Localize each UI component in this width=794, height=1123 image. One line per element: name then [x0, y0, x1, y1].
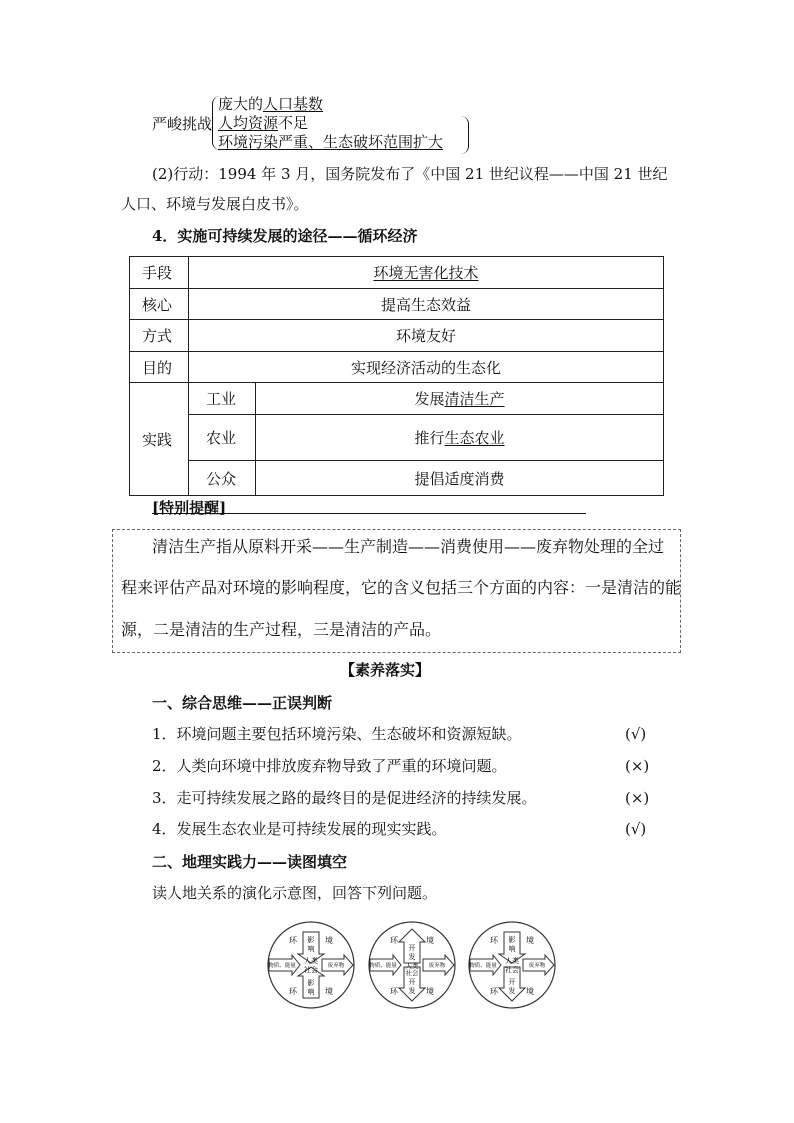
- table-cell-label: 手段: [130, 257, 189, 289]
- svg-text:环: 环: [490, 936, 498, 945]
- table-cell-value: 提倡适度消费: [256, 461, 664, 496]
- svg-text:社会: 社会: [505, 966, 519, 974]
- table-row: [130, 320, 664, 352]
- judgement-mark: (√): [625, 725, 647, 743]
- judgement-mark: (√): [625, 820, 647, 838]
- challenge-item-1: 庞大的人口基数: [218, 95, 324, 113]
- svg-text:人类: 人类: [304, 957, 318, 965]
- svg-text:响: 响: [508, 945, 516, 953]
- svg-text:物质、能量: 物质、能量: [369, 963, 397, 969]
- svg-text:境: 境: [526, 936, 534, 945]
- judgement-mark: (×): [625, 757, 650, 775]
- tip-line-1: 清洁生产指从原料开采——生产制造——消费使用——废弃物处理的全过: [152, 537, 665, 556]
- svg-text:影: 影: [508, 936, 516, 944]
- table-cell-value: 环境无害化技术: [189, 257, 664, 289]
- tip-title: [特别提醒]: [152, 499, 227, 517]
- table-cell-value: 环境友好: [189, 320, 664, 352]
- table-cell-value: 实现经济活动的生态化: [189, 352, 664, 383]
- relationship-diagram-2: [367, 920, 457, 1010]
- svg-text:人类: 人类: [505, 957, 519, 965]
- svg-text:境: 境: [526, 987, 534, 996]
- table-row: [130, 257, 664, 289]
- table-cell-value: 发展清洁生产: [256, 383, 664, 415]
- action-line-1: (2)行动：1994 年 3 月，国务院发布了《中国 21 世纪议程——中国 21 世纪: [152, 165, 668, 183]
- table-cell-value: 推行生态农业: [256, 415, 664, 461]
- judgement-heading: 一、综合思维——正误判断: [152, 694, 333, 712]
- table-cell-sublabel: 公众: [189, 461, 256, 496]
- table-cell-value: 提高生态效益: [189, 289, 664, 320]
- svg-text:开: 开: [408, 978, 416, 986]
- challenge-label: 严峻挑战: [152, 115, 213, 133]
- svg-text:开: 开: [408, 944, 416, 952]
- challenge-keyword: 环境污染严重、生态破坏范围扩大: [218, 133, 444, 151]
- judgement-item: 3．走可持续发展之路的最终目的是促进经济的持续发展。: [152, 789, 537, 807]
- table-cell-sublabel: 工业: [189, 383, 256, 415]
- challenge-item-3: [218, 133, 443, 152]
- svg-text:响: 响: [307, 988, 315, 996]
- tip-rule: [152, 513, 586, 514]
- tip-line-3: 源，二是清洁的生产过程，三是清洁的产品。: [121, 620, 442, 639]
- table-row: [130, 461, 664, 496]
- table-cell-label: 核心: [130, 289, 189, 320]
- table-row: [130, 415, 664, 461]
- reading-heading: 二、地理实践力——读图填空: [152, 853, 348, 871]
- right-brace: [458, 116, 469, 154]
- challenge-list: [218, 95, 443, 152]
- action-line-2: 人口、环境与发展白皮书》。: [121, 195, 309, 213]
- svg-text:境: 境: [325, 936, 333, 945]
- svg-text:境: 境: [325, 987, 333, 996]
- svg-text:社会: 社会: [304, 966, 318, 974]
- practice-heading: 【素养落实】: [340, 661, 431, 679]
- svg-text:发: 发: [408, 987, 416, 995]
- judgement-item: 4．发展生态农业是可持续发展的现实实践。: [152, 820, 447, 838]
- tip-line-2: 程来评估产品对环境的影响程度，它的含义包括三个方面的内容：一是清洁的能: [121, 578, 682, 597]
- challenge-keyword: 人口基数: [263, 95, 324, 113]
- svg-text:境: 境: [426, 987, 434, 996]
- svg-text:环: 环: [390, 987, 398, 996]
- svg-text:发: 发: [408, 953, 416, 961]
- svg-text:发: 发: [508, 987, 516, 995]
- svg-text:环: 环: [390, 936, 398, 945]
- svg-text:境: 境: [426, 936, 434, 945]
- judgement-mark: (×): [625, 789, 650, 807]
- section-heading: 4．实施可持续发展的途径——循环经济: [152, 227, 418, 245]
- svg-text:人类: 人类: [405, 962, 419, 970]
- svg-text:废弃物: 废弃物: [428, 963, 446, 969]
- table-cell-label: 目的: [130, 352, 189, 383]
- svg-text:影: 影: [307, 936, 315, 944]
- table-row: [130, 289, 664, 320]
- relationship-diagram-3: [467, 920, 557, 1010]
- table-cell-sublabel: 农业: [189, 415, 256, 461]
- svg-text:环: 环: [289, 987, 297, 996]
- table-cell-label: 方式: [130, 320, 189, 352]
- svg-text:废弃物: 废弃物: [327, 963, 345, 969]
- svg-text:响: 响: [307, 945, 315, 953]
- table-row: [130, 383, 664, 415]
- svg-text:影: 影: [307, 979, 315, 987]
- svg-text:环: 环: [289, 936, 297, 945]
- circular-economy-table: [129, 256, 664, 496]
- svg-text:物质、能量: 物质、能量: [469, 963, 497, 969]
- relationship-diagram-1: [266, 920, 356, 1010]
- challenge-item-2: 人均资源不足: [218, 114, 309, 132]
- challenge-keyword: 人均资源: [218, 114, 279, 132]
- svg-text:废弃物: 废弃物: [528, 963, 546, 969]
- svg-text:物质、能量: 物质、能量: [268, 963, 296, 969]
- table-cell-label: 实践: [130, 383, 189, 496]
- judgement-item: 2．人类向环境中排放废弃物导致了严重的环境问题。: [152, 757, 507, 775]
- judgement-item: 1．环境问题主要包括环境污染、生态破坏和资源短缺。: [152, 725, 522, 743]
- svg-text:环: 环: [490, 987, 498, 996]
- reading-prompt: 读人地关系的演化示意图，回答下列问题。: [152, 884, 438, 902]
- svg-text:社会: 社会: [405, 969, 419, 977]
- svg-text:开: 开: [508, 978, 516, 986]
- table-row: [130, 352, 664, 383]
